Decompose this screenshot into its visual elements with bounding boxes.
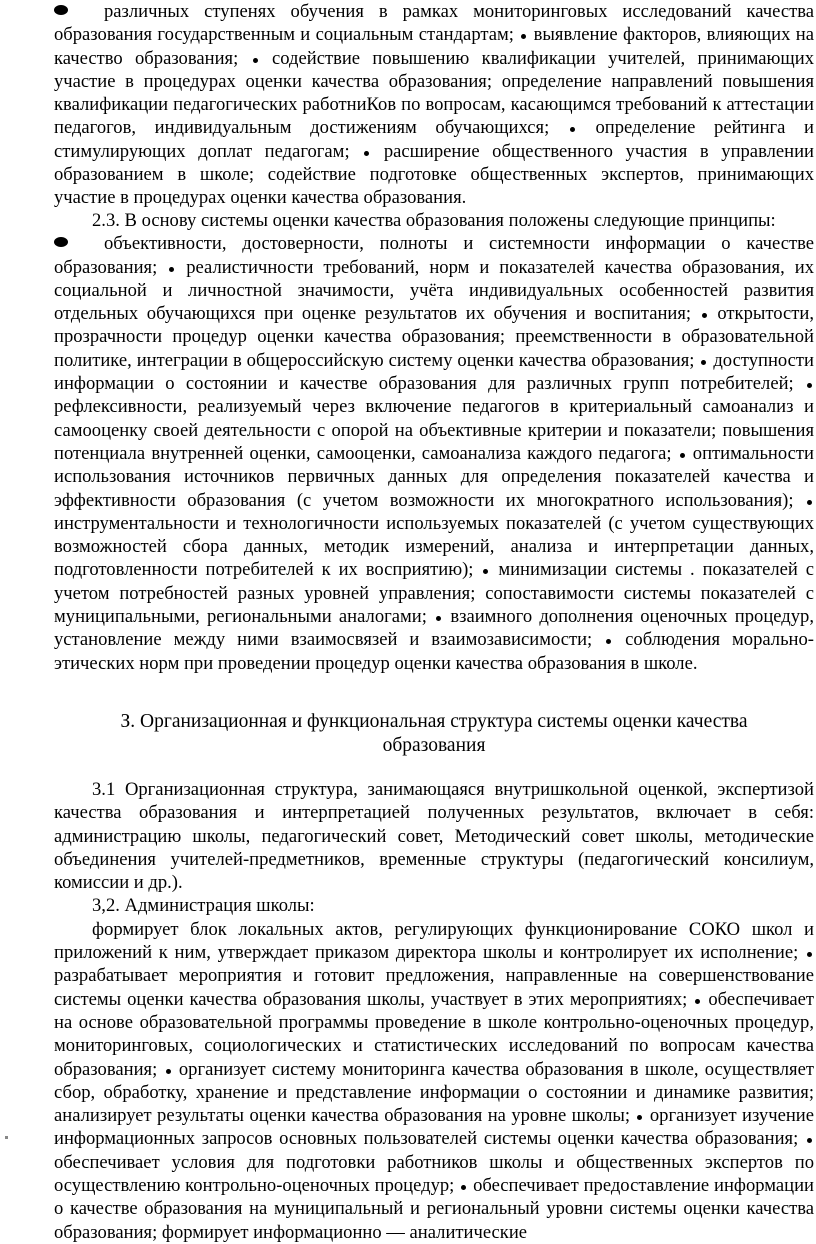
- text-segment: организует систему мониторинга качества образования в школе, осуществляет сбор, обработку, хранение и представление информации о состоянии и динамике развития; анализирует результаты оценки качества образования на уровне школы;: [54, 1058, 814, 1127]
- paragraph-principles: [54, 209, 814, 675]
- text-segment: обеспечивает условия для подготовки работников школы и общественных экспертов по осуществлению контрольно-оценочных процедур;: [54, 1151, 814, 1197]
- bullet-icon: [166, 1069, 171, 1074]
- paragraph-structure: [54, 778, 814, 1244]
- text-segment: открытости, прозрачности процедур оценки качества образования; преемственности в образовательной политике, интеграции в общероссийскую систему оценки качества образования;: [54, 303, 814, 371]
- heading-line: образования: [382, 735, 486, 756]
- bullet-icon: [680, 453, 685, 458]
- paragraph-goals-continued: [54, 0, 814, 210]
- bullet-icon: [169, 267, 174, 272]
- text-segment: реалистичности требований, норм и показателей качества образования, их социальной и личностной значимости, учёта индивидуальных особенностей развития отдельных обучающихся при оценке результатов их обучения и воспитания;: [54, 256, 814, 325]
- paragraph-3-2-title: 3,2. Администрация школы:: [92, 895, 315, 917]
- section-heading: [54, 710, 814, 758]
- text-segment: разрабатывает мероприятия и готовит предложения, направленные на совершенствование системы оценки качества образования школы, участвует в этих мероприятиях;: [54, 965, 814, 1010]
- text-segment: взаимного дополнения оценочных процедур, установление между ними взаимосвязей и взаимозависимости;: [54, 606, 815, 651]
- text-segment: выявление факторов, влияющих на качество образования;: [54, 24, 814, 69]
- heading-line: З. Организационная и функциональная структура системы оценки качества: [120, 711, 748, 732]
- text-segment: обеспечивает на основе образовательной программы проведение в школе контрольно-оценочных процедур, мониторинговых, социологических и статистических исследований по вопросам качества образования;: [54, 988, 815, 1080]
- bullet-icon: [606, 639, 611, 644]
- bullet-icon: [570, 127, 575, 132]
- text-segment: содействие повышению квалификации учителей, принимающих участие в процедурах оценки качества образования; определение направлений повышения квалификации педагогических работниКов по вопросам, касающимся требований к аттестации педагогов, индивидуальным достижениям обучающихся;: [54, 47, 815, 139]
- text-segment: доступности информации о состоянии и качестве образования для различных групп потребителей;: [54, 349, 814, 395]
- principles-intro: 2.3. В основу системы оценки качества образования положены следующие принципы:: [92, 210, 776, 231]
- bullet-icon: [54, 237, 68, 247]
- text-segment: оптимальности использования источников первичных данных для определения показателей качества и эффективности образования (с учетом возможности их многократного использования);: [54, 442, 814, 511]
- scan-speck: [5, 1136, 8, 1139]
- text-segment: расширение общественного участия в управлении образованием в школе; содействие подготовке общественных экспертов, принимающих участие в процедурах оценки качества образования.: [54, 140, 814, 209]
- bullet-icon: [253, 58, 258, 63]
- text-segment: обеспечивает предоставление информации о качестве образования на муниципальный и региональный уровни системы оценки качества образования; формирует информационно — аналитические: [54, 1175, 815, 1243]
- bullet-icon: [364, 151, 369, 156]
- bullet-icon: [521, 34, 526, 39]
- bullet-icon: [483, 569, 488, 574]
- text-segment: инструментальности и технологичности используемых показателей (с учетом существующих возможностей сбора данных, методик измерений, анализа и интерпретации данных, подготовленности потребителей к их восприятию);: [54, 512, 814, 581]
- bullet-icon: [807, 952, 812, 957]
- bullet-icon: [807, 383, 812, 388]
- text-segment: организует изучение информационных запросов основных пользователей системы оценки качества образования;: [54, 1105, 814, 1150]
- text-segment: соблюдения морально-этических норм при проведении процедур оценки качества образования в школе.: [54, 629, 814, 674]
- text-segment: минимизации системы . показателей с учетом потребностей разных уровней управления; сопоставимости системы показателей с муниципальными, региональными аналогами;: [54, 559, 814, 628]
- bullet-icon: [807, 500, 812, 505]
- paragraph-3-1: 3.1 Организационная структура, занимающаяся внутришкольной оценкой, экспертизой качества образования и интерпретацией полученных результатов, включает в себя: администрацию школы, педагогический совет, Методический совет школы, методические объединения учителей-предметников, временные структуры (педагогический консилиум, комиссии и др.).: [54, 779, 814, 894]
- bullet-icon: [436, 616, 441, 621]
- bullet-icon: [54, 5, 68, 15]
- bullet-icon: [807, 1138, 812, 1143]
- bullet-icon: [637, 1115, 642, 1120]
- text-segment: рефлексивности, реализуемый через включение педагогов в критериальный самоанализ и самооценку своей деятельности с опорой на объективные критерии и показатели; повышения потенциала внутренней оценки, самооценки, самоанализа каждого педагога;: [54, 396, 814, 464]
- text-segment: определение рейтинга и стимулирующих доплат педагогам;: [54, 117, 814, 162]
- bullet-icon: [695, 999, 700, 1004]
- text-segment: объективности, достоверности, полноты и системности информации о качестве образования;: [54, 233, 814, 278]
- bullet-icon: [702, 313, 707, 318]
- bullet-icon: [701, 360, 706, 365]
- text-segment: различных ступенях обучения в рамках мониторинговых исследований качества образования государственным и социальным стандартам;: [54, 1, 814, 46]
- bullet-icon: [461, 1185, 466, 1190]
- text-segment: формирует блок локальных актов, регулирующих функционирование СОКО школ и приложений к ним, утверждает приказом директора школы и контролирует их исполнение;: [54, 918, 814, 964]
